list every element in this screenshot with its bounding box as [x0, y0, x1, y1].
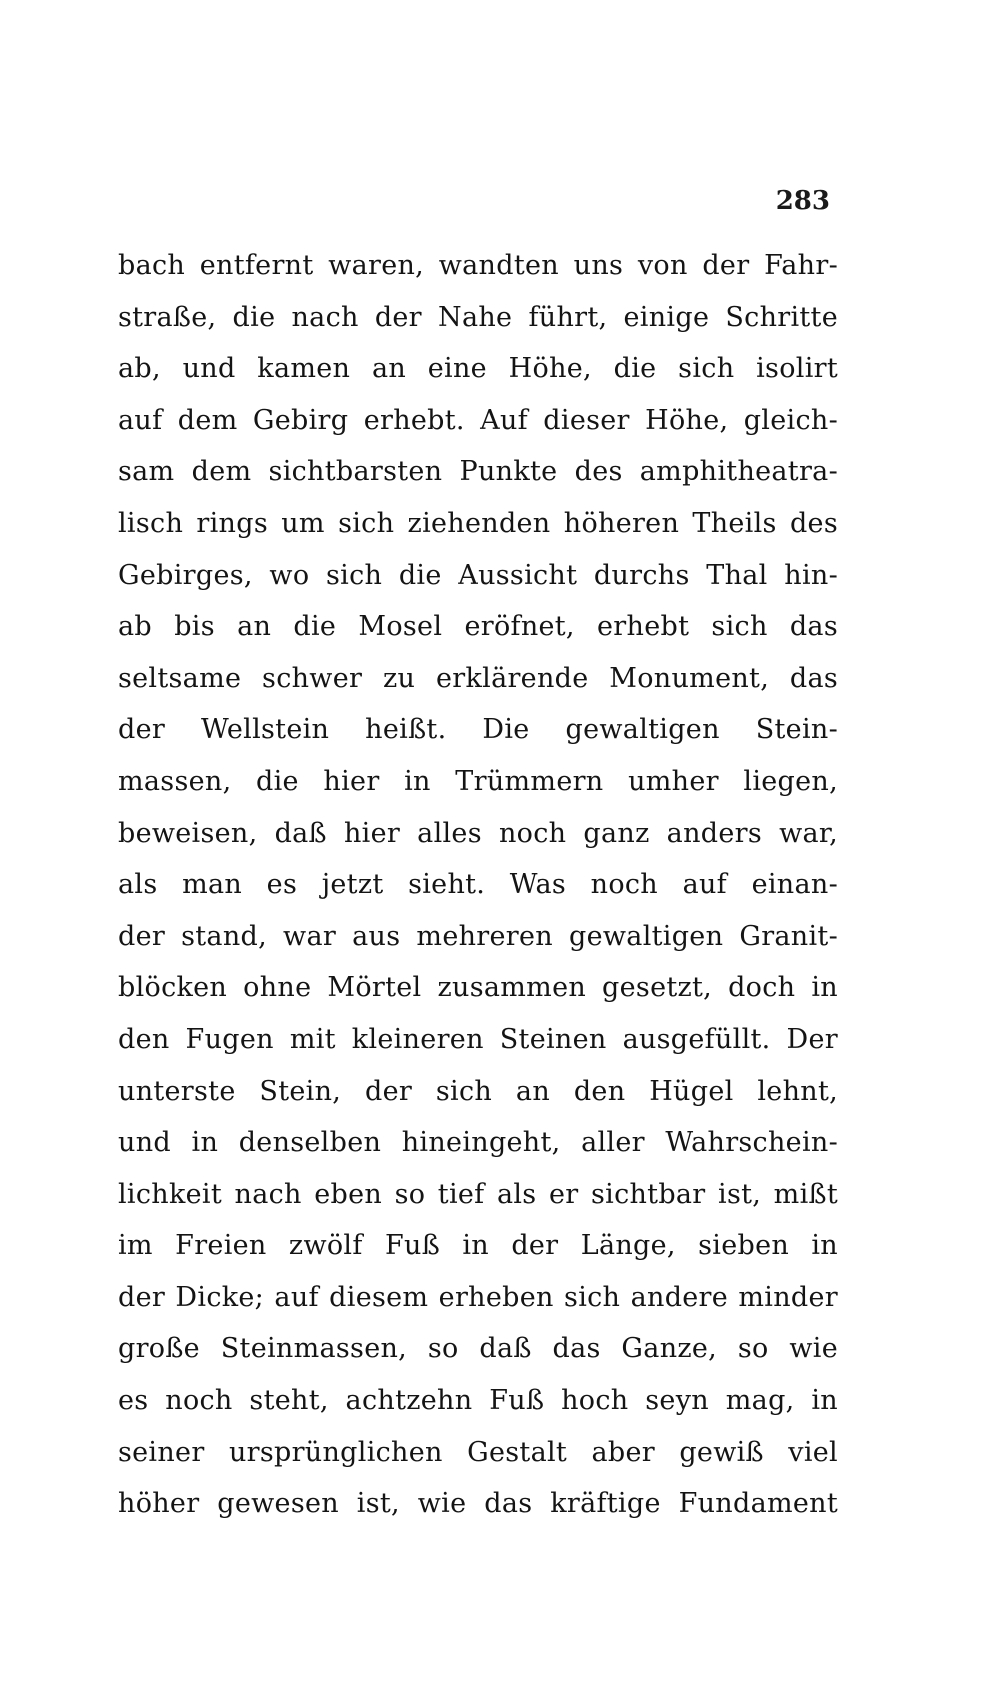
text-line: große Steinmassen, so daß das Ganze, so wie	[118, 1333, 838, 1365]
page-number: 283	[775, 186, 830, 216]
text-line: der stand, war aus mehreren gewaltigen Granit-	[118, 920, 838, 952]
text-line: lichkeit nach eben so tief als er sichtbar ist, mißt	[118, 1178, 838, 1210]
text-line: auf dem Gebirg erhebt. Auf dieser Höhe, gleich-	[118, 404, 838, 436]
text-line: es noch steht, achtzehn Fuß hoch seyn mag, in	[118, 1385, 838, 1417]
text-line: massen, die hier in Trümmern umher liegen,	[118, 765, 838, 797]
text-line: seltsame schwer zu erklärende Monument, das	[118, 662, 838, 694]
text-line: straße, die nach der Nahe führt, einige Schritte	[118, 301, 838, 333]
text-line: der Wellstein heißt. Die gewaltigen Stein-	[118, 714, 838, 746]
text-line: ab bis an die Mosel eröfnet, erhebt sich das	[118, 611, 838, 643]
text-line: der Dicke; auf diesem erheben sich andere minder	[118, 1281, 838, 1313]
text-line: den Fugen mit kleineren Steinen ausgefüllt. Der	[118, 1023, 838, 1055]
text-line: und in denselben hineingeht, aller Wahrschein-	[118, 1127, 838, 1159]
text-line: unterste Stein, der sich an den Hügel lehnt,	[118, 1075, 838, 1107]
text-line: blöcken ohne Mörtel zusammen gesetzt, doch in	[118, 972, 838, 1004]
text-line: höher gewesen ist, wie das kräftige Fundament	[118, 1488, 838, 1520]
text-line: bach entfernt waren, wandten uns von der Fahr-	[118, 250, 838, 281]
text-line: lisch rings um sich ziehenden höheren Theils des	[118, 507, 838, 539]
text-line: Gebirges, wo sich die Aussicht durchs Thal hin-	[118, 559, 838, 591]
text-line: sam dem sichtbarsten Punkte des amphitheatra-	[118, 456, 838, 488]
text-line: beweisen, daß hier alles noch ganz anders war,	[118, 817, 838, 849]
text-line: als man es jetzt sieht. Was noch auf einan-	[118, 869, 838, 901]
body-text	[118, 240, 838, 1530]
text-line: ab, und kamen an eine Höhe, die sich isolirt	[118, 353, 838, 385]
text-line: seiner ursprünglichen Gestalt aber gewiß viel	[118, 1436, 838, 1468]
text-line: im Freien zwölf Fuß in der Länge, sieben in	[118, 1230, 838, 1262]
